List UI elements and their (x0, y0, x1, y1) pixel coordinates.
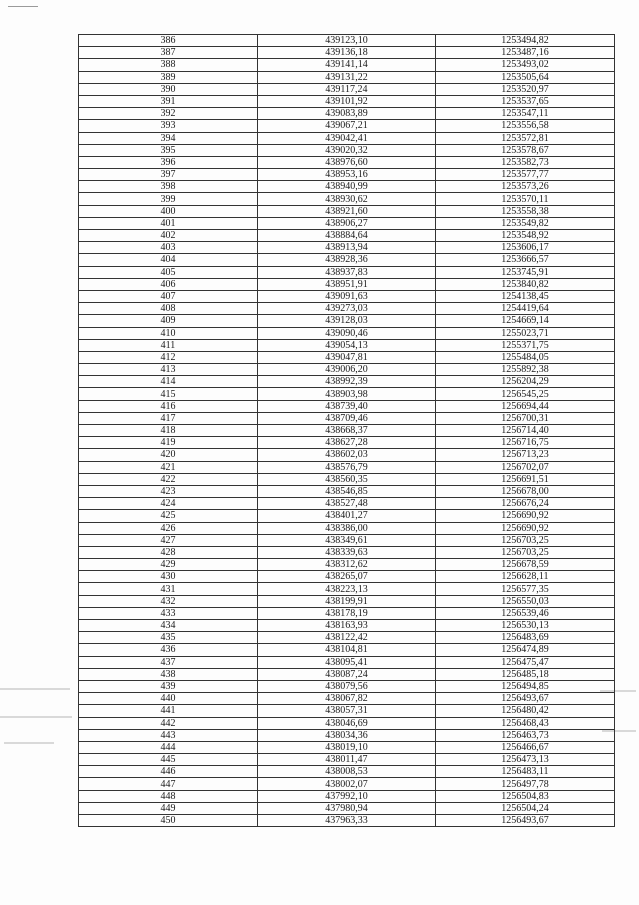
point-number-cell: 434 (79, 620, 258, 632)
point-number-cell: 446 (79, 766, 258, 778)
y-coordinate-cell: 1253666,57 (436, 254, 615, 266)
scan-artifact-left-3 (4, 742, 54, 744)
y-coordinate-cell: 1256690,92 (436, 510, 615, 522)
point-number-cell: 396 (79, 156, 258, 168)
point-number-cell: 398 (79, 181, 258, 193)
y-coordinate-cell: 1256550,03 (436, 595, 615, 607)
x-coordinate-cell: 438046,69 (258, 717, 436, 729)
y-coordinate-cell: 1256468,43 (436, 717, 615, 729)
x-coordinate-cell: 438178,19 (258, 607, 436, 619)
y-coordinate-cell: 1255892,38 (436, 364, 615, 376)
y-coordinate-cell: 1253573,26 (436, 181, 615, 193)
point-number-cell: 437 (79, 656, 258, 668)
table-row (79, 741, 615, 753)
x-coordinate-cell: 439047,81 (258, 351, 436, 363)
point-number-cell: 430 (79, 571, 258, 583)
x-coordinate-cell: 438903,98 (258, 388, 436, 400)
y-coordinate-cell: 1256676,24 (436, 498, 615, 510)
point-number-cell: 442 (79, 717, 258, 729)
x-coordinate-cell: 438087,24 (258, 668, 436, 680)
point-number-cell: 425 (79, 510, 258, 522)
point-number-cell: 407 (79, 290, 258, 302)
table-row (79, 193, 615, 205)
y-coordinate-cell: 1254669,14 (436, 315, 615, 327)
y-coordinate-cell: 1256483,11 (436, 766, 615, 778)
table-row (79, 47, 615, 59)
point-number-cell: 421 (79, 461, 258, 473)
y-coordinate-cell: 1256691,51 (436, 473, 615, 485)
table-row (79, 559, 615, 571)
point-number-cell: 397 (79, 169, 258, 181)
x-coordinate-cell: 438034,36 (258, 729, 436, 741)
scan-artifact-left-2 (0, 716, 72, 718)
y-coordinate-cell: 1253578,67 (436, 144, 615, 156)
y-coordinate-cell: 1253840,82 (436, 278, 615, 290)
x-coordinate-cell: 438339,63 (258, 546, 436, 558)
x-coordinate-cell: 438008,53 (258, 766, 436, 778)
point-number-cell: 404 (79, 254, 258, 266)
table-row (79, 59, 615, 71)
point-number-cell: 399 (79, 193, 258, 205)
table-row (79, 461, 615, 473)
table-row (79, 242, 615, 254)
table-row (79, 364, 615, 376)
y-coordinate-cell: 1256678,00 (436, 485, 615, 497)
x-coordinate-cell: 439090,46 (258, 327, 436, 339)
y-coordinate-cell: 1256628,11 (436, 571, 615, 583)
x-coordinate-cell: 438709,46 (258, 412, 436, 424)
y-coordinate-cell: 1253520,97 (436, 83, 615, 95)
point-number-cell: 405 (79, 266, 258, 278)
table-row (79, 498, 615, 510)
y-coordinate-cell: 1253549,82 (436, 217, 615, 229)
y-coordinate-cell: 1256493,67 (436, 693, 615, 705)
x-coordinate-cell: 439117,24 (258, 83, 436, 95)
y-coordinate-cell: 1253577,77 (436, 169, 615, 181)
table-row (79, 71, 615, 83)
y-coordinate-cell: 1253556,58 (436, 120, 615, 132)
point-number-cell: 449 (79, 802, 258, 814)
y-coordinate-cell: 1256713,23 (436, 449, 615, 461)
point-number-cell: 419 (79, 437, 258, 449)
x-coordinate-cell: 438668,37 (258, 425, 436, 437)
table-row (79, 400, 615, 412)
point-number-cell: 394 (79, 132, 258, 144)
y-coordinate-cell: 1256204,29 (436, 376, 615, 388)
point-number-cell: 410 (79, 327, 258, 339)
table-row (79, 120, 615, 132)
point-number-cell: 443 (79, 729, 258, 741)
y-coordinate-cell: 1256539,46 (436, 607, 615, 619)
point-number-cell: 424 (79, 498, 258, 510)
y-coordinate-cell: 1253505,64 (436, 71, 615, 83)
point-number-cell: 389 (79, 71, 258, 83)
x-coordinate-cell: 438401,27 (258, 510, 436, 522)
point-number-cell: 447 (79, 778, 258, 790)
y-coordinate-cell: 1255484,05 (436, 351, 615, 363)
point-number-cell: 433 (79, 607, 258, 619)
table-row (79, 339, 615, 351)
x-coordinate-cell: 438527,48 (258, 498, 436, 510)
table-row (79, 108, 615, 120)
point-number-cell: 422 (79, 473, 258, 485)
point-number-cell: 411 (79, 339, 258, 351)
point-number-cell: 429 (79, 559, 258, 571)
point-number-cell: 409 (79, 315, 258, 327)
table-row (79, 680, 615, 692)
point-number-cell: 439 (79, 680, 258, 692)
y-coordinate-cell: 1253582,73 (436, 156, 615, 168)
table-row (79, 35, 615, 47)
y-coordinate-cell: 1256530,13 (436, 620, 615, 632)
point-number-cell: 438 (79, 668, 258, 680)
x-coordinate-cell: 439067,21 (258, 120, 436, 132)
y-coordinate-cell: 1256716,75 (436, 437, 615, 449)
point-number-cell: 435 (79, 632, 258, 644)
y-coordinate-cell: 1256483,69 (436, 632, 615, 644)
x-coordinate-cell: 439136,18 (258, 47, 436, 59)
x-coordinate-cell: 439091,63 (258, 290, 436, 302)
table-row (79, 169, 615, 181)
point-number-cell: 391 (79, 95, 258, 107)
y-coordinate-cell: 1253493,02 (436, 59, 615, 71)
x-coordinate-cell: 438011,47 (258, 754, 436, 766)
x-coordinate-cell: 438992,39 (258, 376, 436, 388)
table-row (79, 705, 615, 717)
x-coordinate-cell: 438906,27 (258, 217, 436, 229)
table-row (79, 425, 615, 437)
x-coordinate-cell: 438163,93 (258, 620, 436, 632)
table-row (79, 266, 615, 278)
point-number-cell: 392 (79, 108, 258, 120)
point-number-cell: 402 (79, 230, 258, 242)
x-coordinate-cell: 438930,62 (258, 193, 436, 205)
table-row (79, 412, 615, 424)
x-coordinate-cell: 439101,92 (258, 95, 436, 107)
y-coordinate-cell: 1256702,07 (436, 461, 615, 473)
x-coordinate-cell: 439042,41 (258, 132, 436, 144)
x-coordinate-cell: 438951,91 (258, 278, 436, 290)
table-row (79, 632, 615, 644)
table-row (79, 437, 615, 449)
table-row (79, 230, 615, 242)
y-coordinate-cell: 1253494,82 (436, 35, 615, 47)
table-row (79, 595, 615, 607)
point-number-cell: 440 (79, 693, 258, 705)
point-number-cell: 448 (79, 790, 258, 802)
x-coordinate-cell: 438602,03 (258, 449, 436, 461)
point-number-cell: 420 (79, 449, 258, 461)
y-coordinate-cell: 1253558,38 (436, 205, 615, 217)
table-row (79, 290, 615, 302)
point-number-cell: 395 (79, 144, 258, 156)
x-coordinate-cell: 438546,85 (258, 485, 436, 497)
table-row (79, 693, 615, 705)
table-row (79, 95, 615, 107)
y-coordinate-cell: 1256703,25 (436, 534, 615, 546)
point-number-cell: 416 (79, 400, 258, 412)
y-coordinate-cell: 1256504,83 (436, 790, 615, 802)
y-coordinate-cell: 1256493,67 (436, 815, 615, 827)
y-coordinate-cell: 1253570,11 (436, 193, 615, 205)
point-number-cell: 450 (79, 815, 258, 827)
point-number-cell: 386 (79, 35, 258, 47)
x-coordinate-cell: 438019,10 (258, 741, 436, 753)
y-coordinate-cell: 1256497,78 (436, 778, 615, 790)
x-coordinate-cell: 438057,31 (258, 705, 436, 717)
x-coordinate-cell: 438940,99 (258, 181, 436, 193)
table-row (79, 485, 615, 497)
point-number-cell: 387 (79, 47, 258, 59)
table-row (79, 546, 615, 558)
x-coordinate-cell: 439006,20 (258, 364, 436, 376)
table-row (79, 449, 615, 461)
x-coordinate-cell: 439123,10 (258, 35, 436, 47)
table-row (79, 327, 615, 339)
table-row (79, 668, 615, 680)
point-number-cell: 388 (79, 59, 258, 71)
y-coordinate-cell: 1256504,24 (436, 802, 615, 814)
y-coordinate-cell: 1254138,45 (436, 290, 615, 302)
y-coordinate-cell: 1256463,73 (436, 729, 615, 741)
point-number-cell: 390 (79, 83, 258, 95)
point-number-cell: 400 (79, 205, 258, 217)
point-number-cell: 441 (79, 705, 258, 717)
y-coordinate-cell: 1256474,89 (436, 644, 615, 656)
y-coordinate-cell: 1253548,92 (436, 230, 615, 242)
table-row (79, 351, 615, 363)
x-coordinate-cell: 439131,22 (258, 71, 436, 83)
y-coordinate-cell: 1256700,31 (436, 412, 615, 424)
y-coordinate-cell: 1253745,91 (436, 266, 615, 278)
point-number-cell: 423 (79, 485, 258, 497)
x-coordinate-cell: 438739,40 (258, 400, 436, 412)
table-row (79, 790, 615, 802)
x-coordinate-cell: 438095,41 (258, 656, 436, 668)
table-row (79, 156, 615, 168)
x-coordinate-cell: 438265,07 (258, 571, 436, 583)
table-row (79, 144, 615, 156)
point-number-cell: 418 (79, 425, 258, 437)
y-coordinate-cell: 1256475,47 (436, 656, 615, 668)
x-coordinate-cell: 437980,94 (258, 802, 436, 814)
x-coordinate-cell: 438884,64 (258, 230, 436, 242)
point-number-cell: 436 (79, 644, 258, 656)
table-row (79, 534, 615, 546)
table-row (79, 729, 615, 741)
x-coordinate-cell: 438223,13 (258, 583, 436, 595)
table-row (79, 205, 615, 217)
x-coordinate-cell: 438921,60 (258, 205, 436, 217)
point-number-cell: 403 (79, 242, 258, 254)
x-coordinate-cell: 439054,13 (258, 339, 436, 351)
table-row (79, 522, 615, 534)
y-coordinate-cell: 1256494,85 (436, 680, 615, 692)
x-coordinate-cell: 439020,32 (258, 144, 436, 156)
x-coordinate-cell: 438976,60 (258, 156, 436, 168)
table-row (79, 607, 615, 619)
table-row (79, 217, 615, 229)
y-coordinate-cell: 1256485,18 (436, 668, 615, 680)
point-number-cell: 427 (79, 534, 258, 546)
table-row (79, 254, 615, 266)
x-coordinate-cell: 438312,62 (258, 559, 436, 571)
x-coordinate-cell: 438002,07 (258, 778, 436, 790)
point-number-cell: 445 (79, 754, 258, 766)
table-row (79, 571, 615, 583)
x-coordinate-cell: 438067,82 (258, 693, 436, 705)
scan-artifact-left (0, 688, 70, 690)
x-coordinate-cell: 438349,61 (258, 534, 436, 546)
x-coordinate-cell: 438386,00 (258, 522, 436, 534)
x-coordinate-cell: 438937,83 (258, 266, 436, 278)
y-coordinate-cell: 1256694,44 (436, 400, 615, 412)
point-number-cell: 431 (79, 583, 258, 595)
point-number-cell: 393 (79, 120, 258, 132)
table-row (79, 620, 615, 632)
x-coordinate-cell: 437963,33 (258, 815, 436, 827)
x-coordinate-cell: 439128,03 (258, 315, 436, 327)
y-coordinate-cell: 1256577,35 (436, 583, 615, 595)
table-row (79, 778, 615, 790)
x-coordinate-cell: 439141,14 (258, 59, 436, 71)
table-row (79, 132, 615, 144)
y-coordinate-cell: 1253547,11 (436, 108, 615, 120)
table-row (79, 644, 615, 656)
point-number-cell: 401 (79, 217, 258, 229)
x-coordinate-cell: 438079,56 (258, 680, 436, 692)
point-number-cell: 413 (79, 364, 258, 376)
x-coordinate-cell: 437992,10 (258, 790, 436, 802)
table-row (79, 303, 615, 315)
coordinates-table-body (79, 35, 615, 827)
y-coordinate-cell: 1256678,59 (436, 559, 615, 571)
table-row (79, 510, 615, 522)
x-coordinate-cell: 438928,36 (258, 254, 436, 266)
table-row (79, 376, 615, 388)
x-coordinate-cell: 438560,35 (258, 473, 436, 485)
table-row (79, 181, 615, 193)
point-number-cell: 408 (79, 303, 258, 315)
y-coordinate-cell: 1256480,42 (436, 705, 615, 717)
x-coordinate-cell: 439273,03 (258, 303, 436, 315)
y-coordinate-cell: 1256714,40 (436, 425, 615, 437)
y-coordinate-cell: 1253606,17 (436, 242, 615, 254)
x-coordinate-cell: 438576,79 (258, 461, 436, 473)
y-coordinate-cell: 1255023,71 (436, 327, 615, 339)
point-number-cell: 426 (79, 522, 258, 534)
table-row (79, 315, 615, 327)
x-coordinate-cell: 438953,16 (258, 169, 436, 181)
x-coordinate-cell: 438913,94 (258, 242, 436, 254)
x-coordinate-cell: 438627,28 (258, 437, 436, 449)
table-row (79, 83, 615, 95)
x-coordinate-cell: 438199,91 (258, 595, 436, 607)
point-number-cell: 414 (79, 376, 258, 388)
table-row (79, 656, 615, 668)
coordinates-table (78, 34, 615, 827)
y-coordinate-cell: 1254419,64 (436, 303, 615, 315)
x-coordinate-cell: 439083,89 (258, 108, 436, 120)
x-coordinate-cell: 438122,42 (258, 632, 436, 644)
table-row (79, 583, 615, 595)
y-coordinate-cell: 1256690,92 (436, 522, 615, 534)
point-number-cell: 432 (79, 595, 258, 607)
point-number-cell: 417 (79, 412, 258, 424)
table-row (79, 473, 615, 485)
table-row (79, 766, 615, 778)
point-number-cell: 406 (79, 278, 258, 290)
table-row (79, 278, 615, 290)
y-coordinate-cell: 1256466,67 (436, 741, 615, 753)
scan-artifact-top (8, 6, 38, 7)
y-coordinate-cell: 1256703,25 (436, 546, 615, 558)
point-number-cell: 428 (79, 546, 258, 558)
table-row (79, 717, 615, 729)
y-coordinate-cell: 1255371,75 (436, 339, 615, 351)
table-row (79, 815, 615, 827)
point-number-cell: 444 (79, 741, 258, 753)
y-coordinate-cell: 1253487,16 (436, 47, 615, 59)
y-coordinate-cell: 1253537,65 (436, 95, 615, 107)
y-coordinate-cell: 1253572,81 (436, 132, 615, 144)
y-coordinate-cell: 1256473,13 (436, 754, 615, 766)
table-row (79, 754, 615, 766)
point-number-cell: 412 (79, 351, 258, 363)
y-coordinate-cell: 1256545,25 (436, 388, 615, 400)
x-coordinate-cell: 438104,81 (258, 644, 436, 656)
table-row (79, 388, 615, 400)
point-number-cell: 415 (79, 388, 258, 400)
table-row (79, 802, 615, 814)
